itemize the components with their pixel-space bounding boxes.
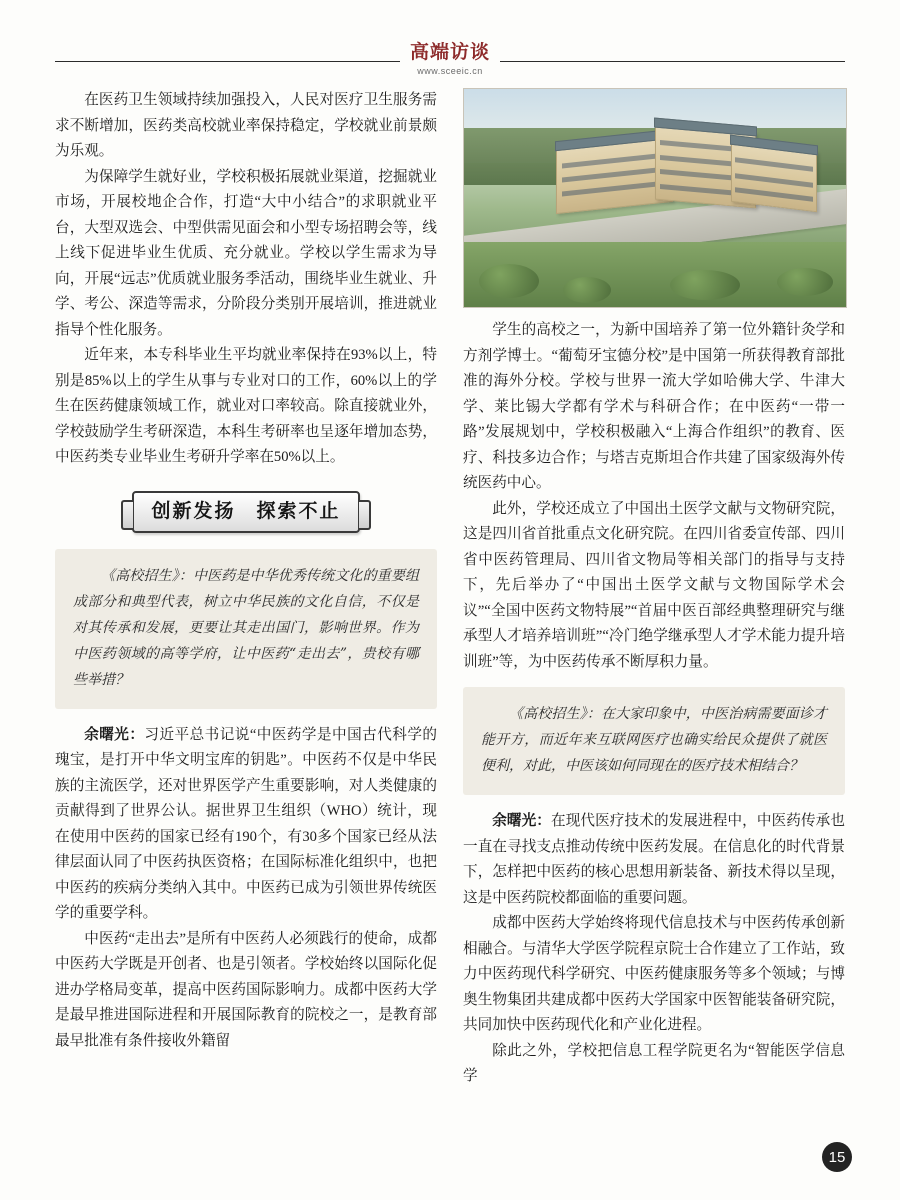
answer-text: 习近平总书记说“中医药学是中国古代科学的瑰宝，是打开中华文明宝库的钥匙”。中医药不仅是中华民族的主流医学，还对世界医学产生重要影响，对人类健康的贡献得到了世界公认。据世界卫生组织（WHO）统计，现在使用中医药的国家已经有190个，有30多个国家已经从法律层面认同了中医药执医资格；在国际标准化组织中，也把中医药的疾病分类纳入其中。中医药已成为引领世界传统医学的重要学科。 xyxy=(55,726,437,921)
right-column xyxy=(463,318,845,1090)
paragraph: 在医药卫生领域持续加强投入，人民对医疗卫生服务需求不断增加，医药类高校就业率保持稳定，学校就业前景颇为乐观。 xyxy=(55,92,437,159)
page-number: 15 xyxy=(822,1142,852,1172)
ribbon-text: 创新发扬 探索不止 xyxy=(151,499,341,522)
answer-paragraph: 中医药“走出去”是所有中医药人必须践行的使命，成都中医药大学既是开创者、也是引领者。学校始终以国际化促进办学格局变革，提高中医药国际影响力。成都中医药大学是最早推进国际进程和开展国际教育的院校之一，是教育部最早批准有条件接收外籍留 xyxy=(55,930,437,1049)
interview-question-box-2 xyxy=(463,687,845,795)
paragraph: 此外，学校还成立了中国出土医学文献与文物研究院，这是四川省首批重点文化研究院。在四川省委宣传部、四川省中医药管理局、四川省文物局等相关部门的指导与支持下，先后举办了“中国出土医学文献与文物国际学术会议”“全国中医药文物特展”“首届中医百部经典整理研究与继承型人才培养培训班”“冷门绝学继承型人才学术能力提升培训班”等，为中医药传承不断厚积力量。 xyxy=(463,500,845,670)
question-text: 《高校招生》：在大家印象中，中医治病需要面诊才能开方，而近年来互联网医疗也确实给民众提供了就医便利，对此，中医该如何同现在的医疗技术相结合？ xyxy=(481,706,827,774)
page-header xyxy=(55,40,845,82)
section-title: 高端访谈 xyxy=(400,40,500,64)
question-text: 《高校招生》：中医药是中华优秀传统文化的重要组成部分和典型代表，树立中华民族的文化自信，不仅是对其传承和发展，更要让其走出国门，影响世界。作为中医药领域的高等学府，让中医药“走出去”，贵校有哪些举措？ xyxy=(73,567,419,688)
photo-building-3 xyxy=(731,140,817,211)
answer-paragraph xyxy=(55,723,437,927)
answer-paragraph: 除此之外，学校把信息工程学院更名为“智能医学信息学 xyxy=(463,1042,845,1084)
photo-bush-2 xyxy=(563,277,611,303)
answer-speaker: 余曙光： xyxy=(84,726,145,743)
answer-speaker: 余曙光： xyxy=(492,813,552,829)
paragraph: 为保障学生就好业，学校积极拓展就业渠道，挖掘就业市场，开展校地企合作，打造“大中小结合”的求职就业平台，大型双选会、中型供需见面会和小型专场招聘会等，线上线下促进毕业生优质、充分就业。学校以学生需求为导向，开展“远志”优质就业服务季活动，围绕毕业生就业、升学、考公、深造等需求，分阶段分类别开展培训，推进就业指导个性化服务。 xyxy=(55,168,437,338)
answer-paragraph xyxy=(463,809,845,911)
left-column xyxy=(55,88,437,1054)
section-ribbon-title xyxy=(132,491,360,533)
paragraph: 学生的高校之一，为新中国培养了第一位外籍针灸学和方剂学博士。“葡萄牙宝德分校”是中国第一所获得教育部批准的海外分校。学校与世界一流大学如哈佛大学、牛津大学、莱比锡大学都有学术与科研合作；在中医药“一带一路”发展规划中，学校积极融入“上海合作组织”的教育、医疗、科技多边合作；与塔吉克斯坦合作共建了国家级海外传统医药中心。 xyxy=(463,322,845,491)
paragraph: 近年来，本专科毕业生平均就业率保持在93%以上，特别是85%以上的学生从事与专业对口的工作，60%以上的学生在医药健康领域工作，就业对口率较高。除直接就业外，学校鼓励学生考研深造，本科生考研率也呈逐年增加态势，中医药类专业毕业生考研升学率在50%以上。 xyxy=(55,347,437,465)
interview-question-box-1 xyxy=(55,549,437,709)
header-website-url: www.sceeic.cn xyxy=(417,66,483,76)
answer-text: 在现代医疗技术的发展进程中，中医药传承也一直在寻找支点推动传统中医药发展。在信息化的时代背景下，怎样把中医药的核心思想用新装备、新技术得以呈现，这是中医药院校都面临的重要问题。 xyxy=(463,813,845,906)
campus-photo xyxy=(463,88,847,308)
answer-paragraph: 成都中医药大学始终将现代信息技术与中医药传承创新相融合。与清华大学医学院程京院士合作建立了工作站，致力中医药现代科学研究、中医药健康服务等多个领域；与博奥生物集团共建成都中医药大学国家中医智能装备研究院，共同加快中医药现代化和产业化进程。 xyxy=(463,915,845,1033)
